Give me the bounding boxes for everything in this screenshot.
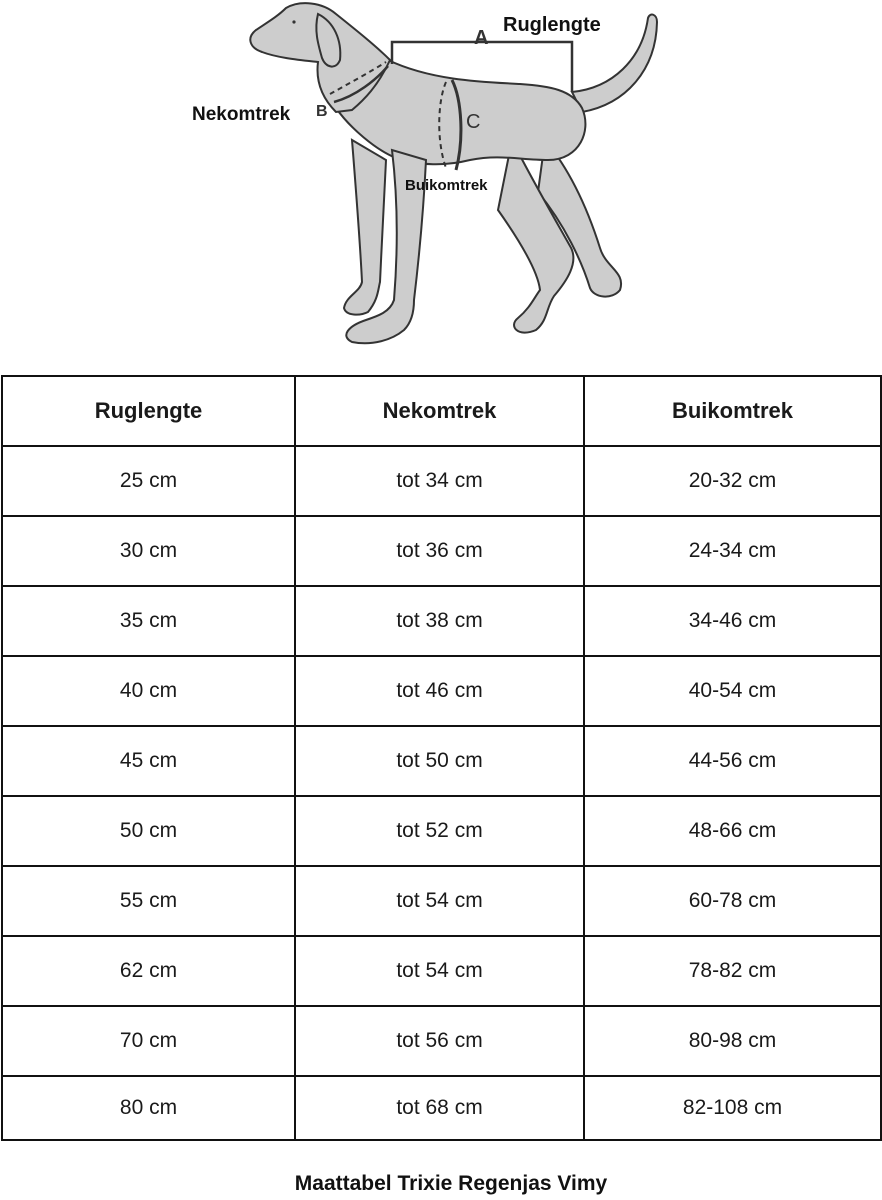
cell-back-length: 55 cm [2, 866, 295, 936]
cell-neck: tot 36 cm [295, 516, 584, 586]
cell-belly: 82-108 cm [584, 1076, 881, 1140]
cell-neck: tot 52 cm [295, 796, 584, 866]
table-row [2, 446, 881, 516]
cell-neck: tot 54 cm [295, 866, 584, 936]
table-row [2, 796, 881, 866]
cell-back-length: 35 cm [2, 586, 295, 656]
cell-back-length: 80 cm [2, 1076, 295, 1140]
cell-belly: 78-82 cm [584, 936, 881, 1006]
cell-belly: 80-98 cm [584, 1006, 881, 1076]
marker-c: C [466, 111, 481, 133]
dog-eye [292, 20, 295, 23]
table-row [2, 866, 881, 936]
cell-back-length: 70 cm [2, 1006, 295, 1076]
cell-belly: 34-46 cm [584, 586, 881, 656]
table-row [2, 656, 881, 726]
header-neck: Nekomtrek [295, 376, 584, 446]
cell-back-length: 25 cm [2, 446, 295, 516]
table-row [2, 516, 881, 586]
label-back-length: Ruglengte [503, 14, 601, 36]
dog-front-leg-far [344, 140, 386, 315]
marker-b: B [316, 103, 328, 120]
table-row [2, 586, 881, 656]
cell-belly: 40-54 cm [584, 656, 881, 726]
size-table [1, 375, 882, 1141]
cell-belly: 60-78 cm [584, 866, 881, 936]
cell-back-length: 45 cm [2, 726, 295, 796]
table-header-row [2, 376, 881, 446]
cell-neck: tot 38 cm [295, 586, 584, 656]
cell-belly: 20-32 cm [584, 446, 881, 516]
label-neck: Nekomtrek [192, 104, 291, 125]
cell-neck: tot 50 cm [295, 726, 584, 796]
table-caption: Maattabel Trixie Regenjas Vimy [294, 1172, 608, 1195]
cell-neck: tot 54 cm [295, 936, 584, 1006]
header-back-length: Ruglengte [2, 376, 295, 446]
table-row [2, 1006, 881, 1076]
cell-belly: 24-34 cm [584, 516, 881, 586]
cell-neck: tot 68 cm [295, 1076, 584, 1140]
table-row [2, 1076, 881, 1140]
table-row [2, 936, 881, 1006]
cell-neck: tot 46 cm [295, 656, 584, 726]
cell-neck: tot 56 cm [295, 1006, 584, 1076]
label-belly: Buikomtrek [405, 177, 488, 194]
table-row [2, 726, 881, 796]
dog-measurement-diagram [0, 0, 882, 360]
cell-back-length: 50 cm [2, 796, 295, 866]
header-belly: Buikomtrek [584, 376, 881, 446]
cell-belly: 44-56 cm [584, 726, 881, 796]
marker-a: A [474, 27, 489, 49]
cell-back-length: 30 cm [2, 516, 295, 586]
cell-back-length: 62 cm [2, 936, 295, 1006]
cell-back-length: 40 cm [2, 656, 295, 726]
cell-belly: 48-66 cm [584, 796, 881, 866]
cell-neck: tot 34 cm [295, 446, 584, 516]
